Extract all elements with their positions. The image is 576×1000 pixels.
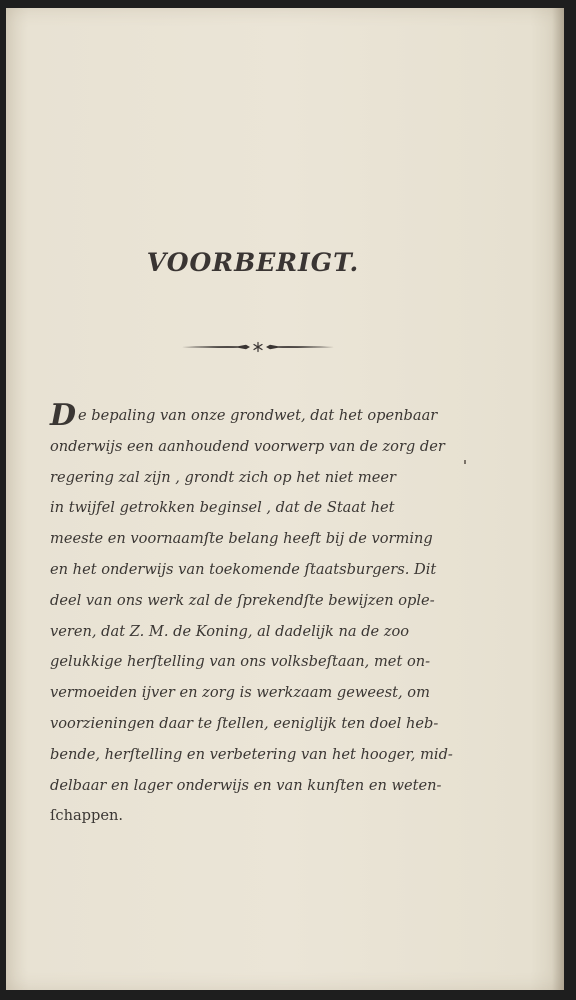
text-line-11 — [50, 709, 462, 740]
text-line-6 — [50, 555, 462, 586]
text-line-13 — [50, 771, 462, 802]
text-line-7 — [50, 586, 462, 617]
text-line-content: ſchappen. — [50, 807, 124, 825]
text-line-3 — [50, 463, 462, 494]
text-line-10 — [50, 678, 462, 709]
text-line-14 — [50, 801, 462, 832]
page-title: VOORBERIGT. — [146, 248, 360, 277]
text-line-content: regering zal zijn , grondt zich op het niet meer — [50, 468, 397, 486]
text-line-content: gelukkige herſtelling van ons volksbeſtaan, met on- — [50, 653, 431, 671]
text-line-content: veren, dat Z. M. de Koning, al dadelijk na de zoo — [50, 622, 410, 640]
text-line-content: voorzieningen daar te ſtellen, eeniglijk ten doel heb- — [50, 714, 439, 732]
text-line-1 — [50, 398, 462, 433]
dropcap: D — [50, 398, 77, 433]
text-line-5 — [50, 524, 462, 555]
text-line-content: en het onderwijs van toekomende ſtaatsburgers. Dit — [50, 560, 437, 578]
text-line-2 — [50, 432, 462, 463]
preface-paragraph — [50, 398, 462, 832]
text-line-8 — [50, 617, 462, 648]
book-page — [6, 8, 564, 990]
text-line-content: meeste en voornaamſte belang heeft bij de vorming — [50, 530, 433, 548]
ink-speck — [464, 460, 466, 464]
text-line-content: in twijfel getrokken beginsel , dat de Staat het — [50, 499, 395, 517]
text-line-content: onderwijs een aanhoudend voorwerp van de zorg der — [50, 437, 445, 455]
text-line-4 — [50, 493, 462, 524]
text-line-content: bende, herſtelling en verbetering van het hooger, mid- — [50, 745, 453, 763]
ornament-divider-icon — [180, 340, 336, 354]
text-line-content: delbaar en lager onderwijs en van kunſten en weten- — [50, 776, 442, 794]
text-line-content: e bepaling van onze grondwet, dat het openbaar — [78, 407, 438, 424]
text-line-content: deel van ons werk zal de ſprekendſte bewijzen ople- — [50, 591, 435, 609]
text-line-content: vermoeiden ijver en zorg is werkzaam geweest, om — [50, 684, 430, 702]
text-line-9 — [50, 647, 462, 678]
page-edge-shadow — [552, 8, 564, 990]
text-line-12 — [50, 740, 462, 771]
